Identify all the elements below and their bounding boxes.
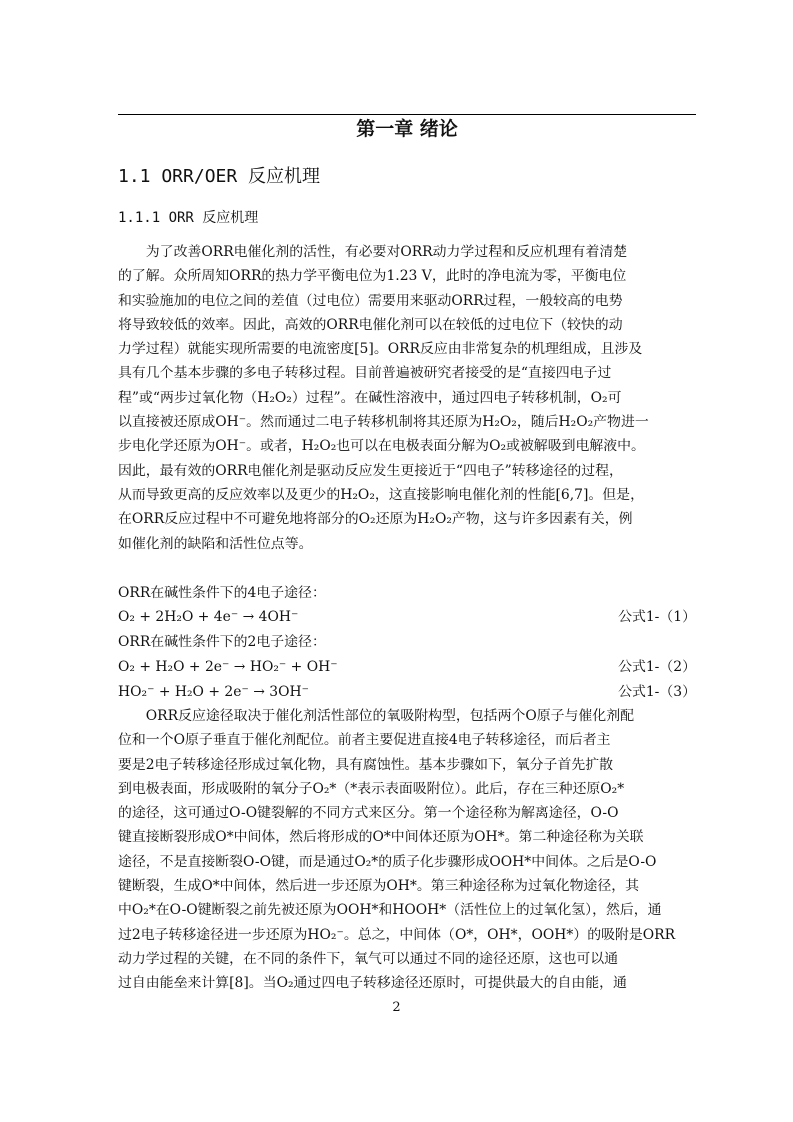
equation-number: 公式1-（3） bbox=[618, 684, 696, 700]
paragraph-line: ORR反应途径取决于催化剂活性部位的氧吸附构型，包括两个O原子与催化剂配 bbox=[118, 708, 634, 724]
paragraph-line: 键直接断裂形成O*中间体，然后将形成的O*中间体还原为OH*。第二种途径称为关联 bbox=[118, 829, 644, 846]
paragraph-line: 以直接被还原成OH⁻。然而通过二电子转移机制将其还原为H₂O₂，随后H₂O₂产物进一 bbox=[118, 414, 649, 431]
paragraph-line: 在ORR反应过程中不可避免地将部分的O₂还原为H₂O₂产物，这与许多因素有关，例 bbox=[118, 511, 633, 528]
paragraph-line: 力学过程）就能实现所需要的电流密度[5]。ORR反应由非常复杂的机理组成，且涉及 bbox=[118, 341, 643, 358]
paragraph-line: 的了解。众所周知ORR的热力学平衡电位为1.23 V，此时的净电流为零，平衡电位 bbox=[118, 268, 627, 285]
equation-row bbox=[118, 680, 696, 704]
paragraph-line: 动力学过程的关键，在不同的条件下，氧气可以通过不同的途径还原，这也可以通 bbox=[118, 950, 619, 967]
paragraph-line: 将导致较低的效率。因此，高效的ORR电催化剂可以在较低的过电位下（较快的动 bbox=[118, 316, 623, 333]
equation-label-4e: ORR在碱性条件下的4电子途径： bbox=[118, 585, 326, 601]
equation-label-2e: ORR在碱性条件下的2电子途径： bbox=[118, 634, 326, 650]
paragraph-line: 要是2电子转移途径形成过氧化物，具有腐蚀性。基本步骤如下，氧分子首先扩散 bbox=[118, 756, 614, 773]
equation-formula: O₂ + 2H₂O + 4e⁻ → 4OH⁻ bbox=[118, 609, 299, 625]
paragraph-line: 为了改善ORR电催化剂的活性，有必要对ORR动力学过程和反应机理有着清楚 bbox=[118, 244, 628, 260]
paragraph-mechanism bbox=[118, 704, 696, 996]
equation-row bbox=[118, 655, 696, 679]
paragraph-line: 途径，不是直接断裂O-O键，而是通过O₂*的质子化步骤形成OOH*中间体。之后是O-O bbox=[118, 853, 657, 870]
equation-number: 公式1-（1） bbox=[618, 609, 696, 625]
subsection-heading: 1.1.1 ORR 反应机理 bbox=[118, 210, 259, 226]
page-number: 2 bbox=[392, 1000, 401, 1015]
paragraph-line: 过2电子转移途径进一步还原为HO₂⁻。总之，中间体（O*，OH*，OOH*）的吸附是ORR bbox=[118, 926, 676, 943]
paragraph-line: 程”或“两步过氧化物（H₂O₂）过程”。在碱性溶液中，通过四电子转移机制，O₂可 bbox=[118, 389, 622, 406]
equation-number: 公式1-（2） bbox=[618, 659, 696, 675]
paragraph-line: 如催化剂的缺陷和活性位点等。 bbox=[118, 535, 313, 552]
paragraph-line: 过自由能垒来计算[8]。当O₂通过四电子转移途径还原时，可提供最大的自由能，通 bbox=[118, 975, 627, 992]
paragraph-line: 到电极表面，形成吸附的氧分子O₂*（*表示表面吸附位）。此后，存在三种还原O₂* bbox=[118, 780, 625, 797]
equation-formula: HO₂⁻ + H₂O + 2e⁻ → 3OH⁻ bbox=[118, 684, 309, 700]
paragraph-line: 和实验施加的电位之间的差值（过电位）需要用来驱动ORR过程，一般较高的电势 bbox=[118, 292, 623, 309]
paragraph-line: 步电化学还原为OH⁻。或者，H₂O₂也可以在电极表面分解为O₂或被解吸到电解液中。 bbox=[118, 438, 645, 455]
paragraph-line: 位和一个O原子垂直于催化剂配位。前者主要促进直接4电子转移途径，而后者主 bbox=[118, 732, 611, 749]
paragraph-line: 从而导致更高的反应效率以及更少的H₂O₂，这直接影响电催化剂的性能[6,7]。但是， bbox=[118, 486, 644, 503]
section-heading: 1.1 ORR/OER 反应机理 bbox=[118, 166, 321, 187]
paragraph-line: 键断裂，生成O*中间体，然后进一步还原为OH*。第三种途径称为过氧化物途径，其 bbox=[118, 878, 640, 895]
paragraph-line: 具有几个基本步骤的多电子转移过程。目前普遍被研究者接受的是“直接四电子过 bbox=[118, 365, 612, 382]
paragraph-line: 中O₂*在O-O键断裂之前先被还原为OOH*和HOOH*（活性位上的过氧化氢），然后，通 bbox=[118, 902, 662, 919]
chapter-title: 第一章 绪论 bbox=[356, 118, 458, 140]
equation-formula: O₂ + H₂O + 2e⁻ → HO₂⁻ + OH⁻ bbox=[118, 659, 338, 675]
header-rule bbox=[118, 114, 696, 115]
paragraph-line: 的途径，这可通过O-O键裂解的不同方式来区分。第一个途径称为解离途径，O-O bbox=[118, 805, 619, 822]
equation-row bbox=[118, 605, 696, 629]
paragraph-line: 因此，最有效的ORR电催化剂是驱动反应发生更接近于“四电子”转移途径的过程， bbox=[118, 462, 623, 479]
paragraph-intro bbox=[118, 240, 696, 556]
